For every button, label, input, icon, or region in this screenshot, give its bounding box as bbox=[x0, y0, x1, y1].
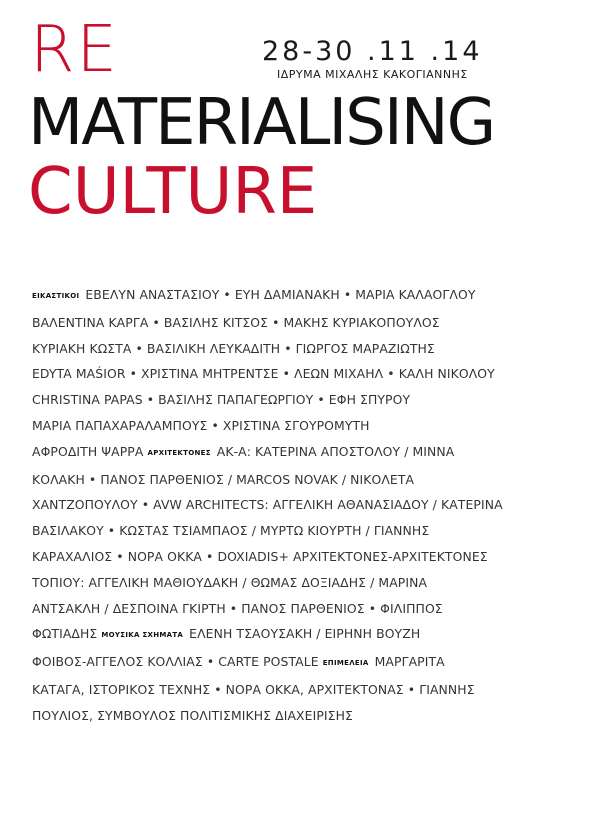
credit-text: ΦΩΤΙΑΔΗΣ bbox=[32, 626, 98, 642]
credit-line: ΒΑΛΕΝΤΙΝΑ ΚΑΡΓΑ • ΒΑΣΙΛΗΣ ΚΙΤΣΟΣ • ΜΑΚΗΣ ΚΥΡΙΑΚΟΠΟΥΛΟΣ bbox=[32, 314, 440, 330]
credit-line: ΚΟΛΑΚΗ • ΠΑΝΟΣ ΠΑΡΘΕΝΙΟΣ / MARCOS NOVAK / ΝΙΚΟΛΕΤΑ bbox=[32, 471, 415, 487]
credit-text: ΜΑΡΓΑΡΙΤΑ bbox=[374, 654, 445, 670]
credit-line: ΤΟΠΙΟΥ: ΑΓΓΕΛΙΚΗ ΜΑΘΙΟΥΔΑΚΗ / ΘΩΜΑΣ ΔΟΞΙΑΔΗΣ / ΜΑΡΙΝΑ bbox=[32, 574, 428, 590]
credit-line: ΠΟΥΛΙΟΣ, ΣΥΜΒΟΥΛΟΣ ΠΟΛΙΤΙΣΜΙΚΗΣ ΔΙΑΧΕΙΡΙΣΗΣ bbox=[32, 707, 353, 723]
event-venue: ΙΔΡΥΜΑ ΜΙΧΑΛΗΣ ΚΑΚΟΓΙΑΝΝΗΣ bbox=[277, 68, 468, 81]
credit-line bbox=[32, 621, 577, 649]
credit-text: ΑΦΡΟΔΙΤΗ ΨΑΡΡΑ bbox=[32, 443, 144, 459]
credit-line bbox=[32, 282, 577, 310]
section-label: ΕΙΚΑΣΤΙΚΟΙ bbox=[32, 292, 80, 300]
credit-line bbox=[32, 649, 577, 677]
credit-line: ΚΑΤΑΓΑ, ΙΣΤΟΡΙΚΟΣ ΤΕΧΝΗΣ • ΝΟΡΑ ΟΚΚΑ, ΑΡΧΙΤΕΚΤΟΝΑΣ • ΓΙΑΝΝΗΣ bbox=[32, 681, 475, 697]
credit-line: EDYTA MAŚIOR • ΧΡΙΣΤΙΝΑ ΜΗΤΡΕΝΤΣΕ • ΛΕΩΝ ΜΙΧΑΗΛ • ΚΑΛΗ ΝΙΚΟΛΟΥ bbox=[32, 366, 495, 382]
credit-line: ΚΑΡΑΧΑΛΙΟΣ • ΝΟΡΑ ΟΚΚΑ • DOXIADIS+ ΑΡΧΙΤΕΚΤΟΝΕΣ-ΑΡΧΙΤΕΚΤΟΝΕΣ bbox=[32, 548, 488, 564]
credit-line: CHRISTINA PAPAS • ΒΑΣΙΛΗΣ ΠΑΠΑΓΕΩΡΓΙΟΥ • ΕΦΗ ΣΠΥΡΟΥ bbox=[32, 392, 411, 408]
title-re: RE bbox=[30, 13, 119, 87]
section-label: ΕΠΙΜΕΛΕΙΑ bbox=[322, 659, 369, 668]
event-date: 28-30 .11 .14 bbox=[262, 36, 483, 67]
credit-line: ΒΑΣΙΛΑΚΟΥ • ΚΩΣΤΑΣ ΤΣΙΑΜΠΑΟΣ / ΜΥΡΤΩ ΚΙΟΥΡΤΗ / ΓΙΑΝΝΗΣ bbox=[32, 523, 430, 539]
credit-line: ΧΑΝΤΖΟΠΟΥΛΟΥ • AVW ARCHITECTS: ΑΓΓΕΛΙΚΗ ΑΘΑΝΑΣΙΑΔΟΥ / ΚΑΤΕΡΙΝΑ bbox=[32, 497, 503, 513]
credit-line: ΑΝΤΣΑΚΛΗ / ΔΕΣΠΟΙΝΑ ΓΚΙΡΤΗ • ΠΑΝΟΣ ΠΑΡΘΕΝΙΟΣ • ΦΙΛΙΠΠΟΣ bbox=[32, 600, 443, 616]
credit-text: ΕΒΕΛΥΝ ΑΝΑΣΤΑΣΙΟΥ • ΕΥΗ ΔΑΜΙΑΝΑΚΗ • ΜΑΡΙΑ ΚΑΛΑΟΓΛΟΥ bbox=[85, 287, 476, 302]
section-label: ΜΟΥΣΙΚΑ ΣΧΗΜΑΤΑ bbox=[101, 631, 184, 640]
credit-text: ΦΟΙΒΟΣ-ΑΓΓΕΛΟΣ ΚΟΛΛΙΑΣ • CARTE POSTALE bbox=[32, 654, 319, 670]
credit-line: ΜΑΡΙΑ ΠΑΠΑΧΑΡΑΛΑΜΠΟΥΣ • ΧΡΙΣΤΙΝΑ ΣΓΟΥΡΟΜΥΤΗ bbox=[32, 417, 370, 433]
credit-text: ΑΚ-Α: ΚΑΤΕΡΙΝΑ ΑΠΟΣΤΟΛΟΥ / ΜΙΝΝΑ bbox=[216, 443, 455, 459]
section-label: ΑΡΧΙΤΕΚΤΟΝΕΣ bbox=[147, 448, 211, 457]
credit-text: ΕΛΕΝΗ ΤΣΑΟΥΣΑΚΗ / ΕΙΡΗΝΗ ΒΟΥΖΗ bbox=[189, 626, 421, 642]
credit-line: ΚΥΡΙΑΚΗ ΚΩΣΤΑ • ΒΑΣΙΛΙΚΗ ΛΕΥΚΑΔΙΤΗ • ΓΙΩΡΓΟΣ ΜΑΡΑΖΙΩΤΗΣ bbox=[32, 340, 435, 356]
credit-line bbox=[32, 439, 577, 467]
credits-block bbox=[32, 282, 577, 729]
title-materialising: MATERIALISING bbox=[28, 86, 495, 160]
title-culture: CULTURE bbox=[28, 155, 318, 229]
